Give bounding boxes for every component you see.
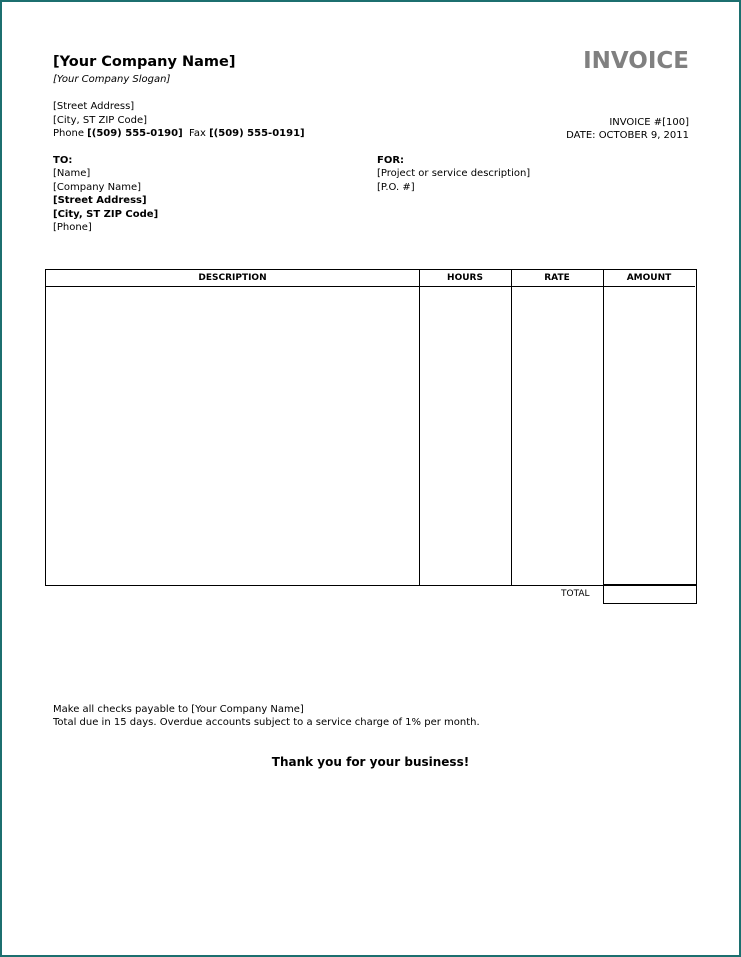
company-contact-line bbox=[53, 128, 305, 139]
phone-label: Phone bbox=[53, 128, 84, 139]
column-divider bbox=[603, 270, 604, 585]
to-name: [Name] bbox=[53, 168, 91, 179]
column-divider bbox=[419, 270, 420, 585]
header-hours: HOURS bbox=[419, 270, 511, 287]
phone-number: [(509) 555-0190] bbox=[87, 128, 183, 139]
fax-number: [(509) 555-0191] bbox=[209, 128, 305, 139]
company-city: [City, ST ZIP Code] bbox=[53, 115, 148, 126]
total-label: TOTAL bbox=[561, 589, 590, 599]
fax-label: Fax bbox=[189, 128, 206, 139]
thank-you-message: Thank you for your business! bbox=[271, 755, 470, 769]
column-divider bbox=[511, 270, 512, 585]
company-name: [Your Company Name] bbox=[53, 54, 236, 70]
total-value-box bbox=[603, 584, 697, 604]
company-street: [Street Address] bbox=[53, 101, 135, 112]
header-description: DESCRIPTION bbox=[46, 270, 419, 287]
company-slogan: [Your Company Slogan] bbox=[53, 74, 171, 85]
checks-payable-note: Make all checks payable to [Your Company Name] bbox=[53, 704, 304, 715]
header-amount: AMOUNT bbox=[603, 270, 695, 287]
invoice-date: DATE: OCTOBER 9, 2011 bbox=[566, 130, 689, 141]
to-phone: [Phone] bbox=[53, 222, 92, 233]
for-po: [P.O. #] bbox=[377, 182, 415, 193]
invoice-number: INVOICE #[100] bbox=[609, 117, 689, 128]
payment-terms: Total due in 15 days. Overdue accounts subject to a service charge of 1% per month. bbox=[53, 717, 480, 728]
to-street: [Street Address] bbox=[53, 195, 147, 206]
invoice-title: INVOICE bbox=[583, 48, 689, 74]
line-items-table bbox=[45, 269, 697, 586]
to-label: TO: bbox=[53, 155, 73, 166]
header-rate: RATE bbox=[511, 270, 603, 287]
to-company: [Company Name] bbox=[53, 182, 142, 193]
for-description: [Project or service description] bbox=[377, 168, 531, 179]
for-label: FOR: bbox=[377, 155, 405, 166]
to-city: [City, ST ZIP Code] bbox=[53, 209, 159, 220]
